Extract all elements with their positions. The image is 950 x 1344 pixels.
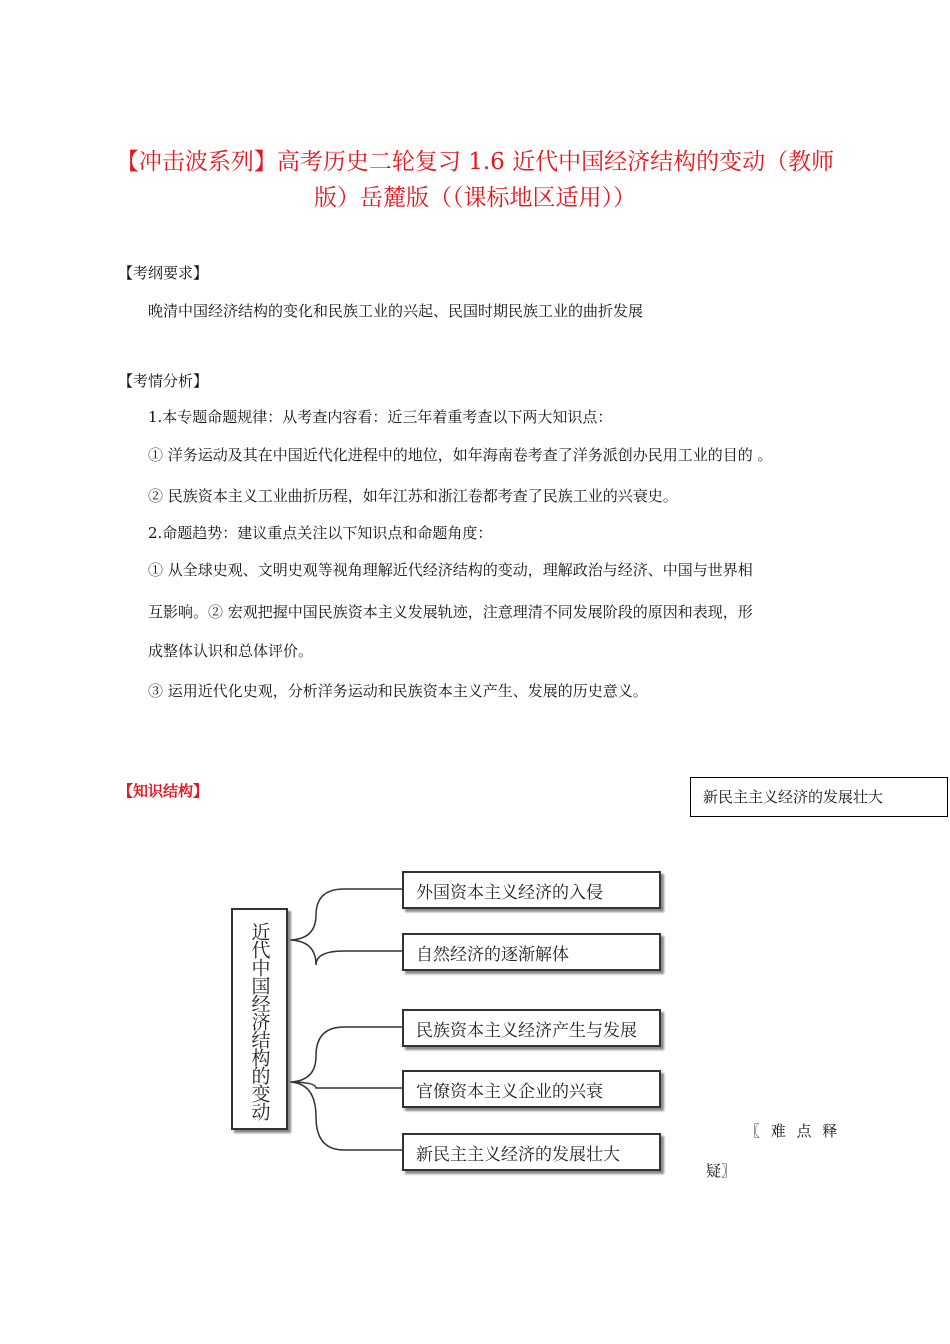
analysis-line-8: ③ 运用近代化史观，分析洋务运动和民族资本主义产生、发展的历史意义。 xyxy=(148,682,648,700)
branch-box-3: 民族资本主义经济产生与发展 xyxy=(402,1009,661,1047)
difficulty-label-1: 〖 难 点 释 xyxy=(745,1122,838,1140)
branch-box-5: 新民主主义经济的发展壮大 xyxy=(402,1133,661,1171)
analysis-line-2: ① 洋务运动及其在中国近代化进程中的地位，如年海南卷考查了洋务派创办民用工业的目的 。 xyxy=(148,446,773,464)
analysis-line-7: 成整体认识和总体评价。 xyxy=(148,642,314,660)
outline-text: 晚清中国经济结构的变化和民族工业的兴起、民国时期民族工业的曲折发展 xyxy=(148,302,644,320)
top-box: 新民主主义经济的发展壮大 xyxy=(690,777,948,817)
root-box xyxy=(231,908,288,1130)
analysis-line-3: ② 民族资本主义工业曲折历程，如年江苏和浙江卷都考查了民族工业的兴衰史。 xyxy=(148,487,678,505)
root-label: 近代中国经济结构的变动 xyxy=(248,922,271,1120)
branch-box-4: 官僚资本主义企业的兴衰 xyxy=(402,1070,661,1108)
outline-heading: 【考纲要求】 xyxy=(118,264,209,282)
analysis-line-6: 互影响。② 宏观把握中国民族资本主义发展轨迹，注意理清不同发展阶段的原因和表现，形 xyxy=(148,603,753,621)
branch-box-1: 外国资本主义经济的入侵 xyxy=(402,871,661,909)
difficulty-label-2: 疑〗 xyxy=(706,1162,737,1180)
title-line-1: 【冲击波系列】高考历史二轮复习 1.6 近代中国经济结构的变动（教师 xyxy=(115,149,835,175)
title-line-2: 版）岳麓版（（课标地区适用）） xyxy=(314,185,636,211)
branch-box-2: 自然经济的逐渐解体 xyxy=(402,933,661,971)
structure-heading: 【知识结构】 xyxy=(118,782,209,800)
analysis-heading: 【考情分析】 xyxy=(118,372,209,390)
analysis-line-5: ① 从全球史观、文明史观等视角理解近代经济结构的变动，理解政治与经济、中国与世界相 xyxy=(148,561,753,579)
analysis-line-4: 2.命题趋势：建议重点关注以下知识点和命题角度： xyxy=(148,524,493,542)
analysis-line-1: 1.本专题命题规律：从考查内容看：近三年着重考查以下两大知识点： xyxy=(148,408,613,426)
